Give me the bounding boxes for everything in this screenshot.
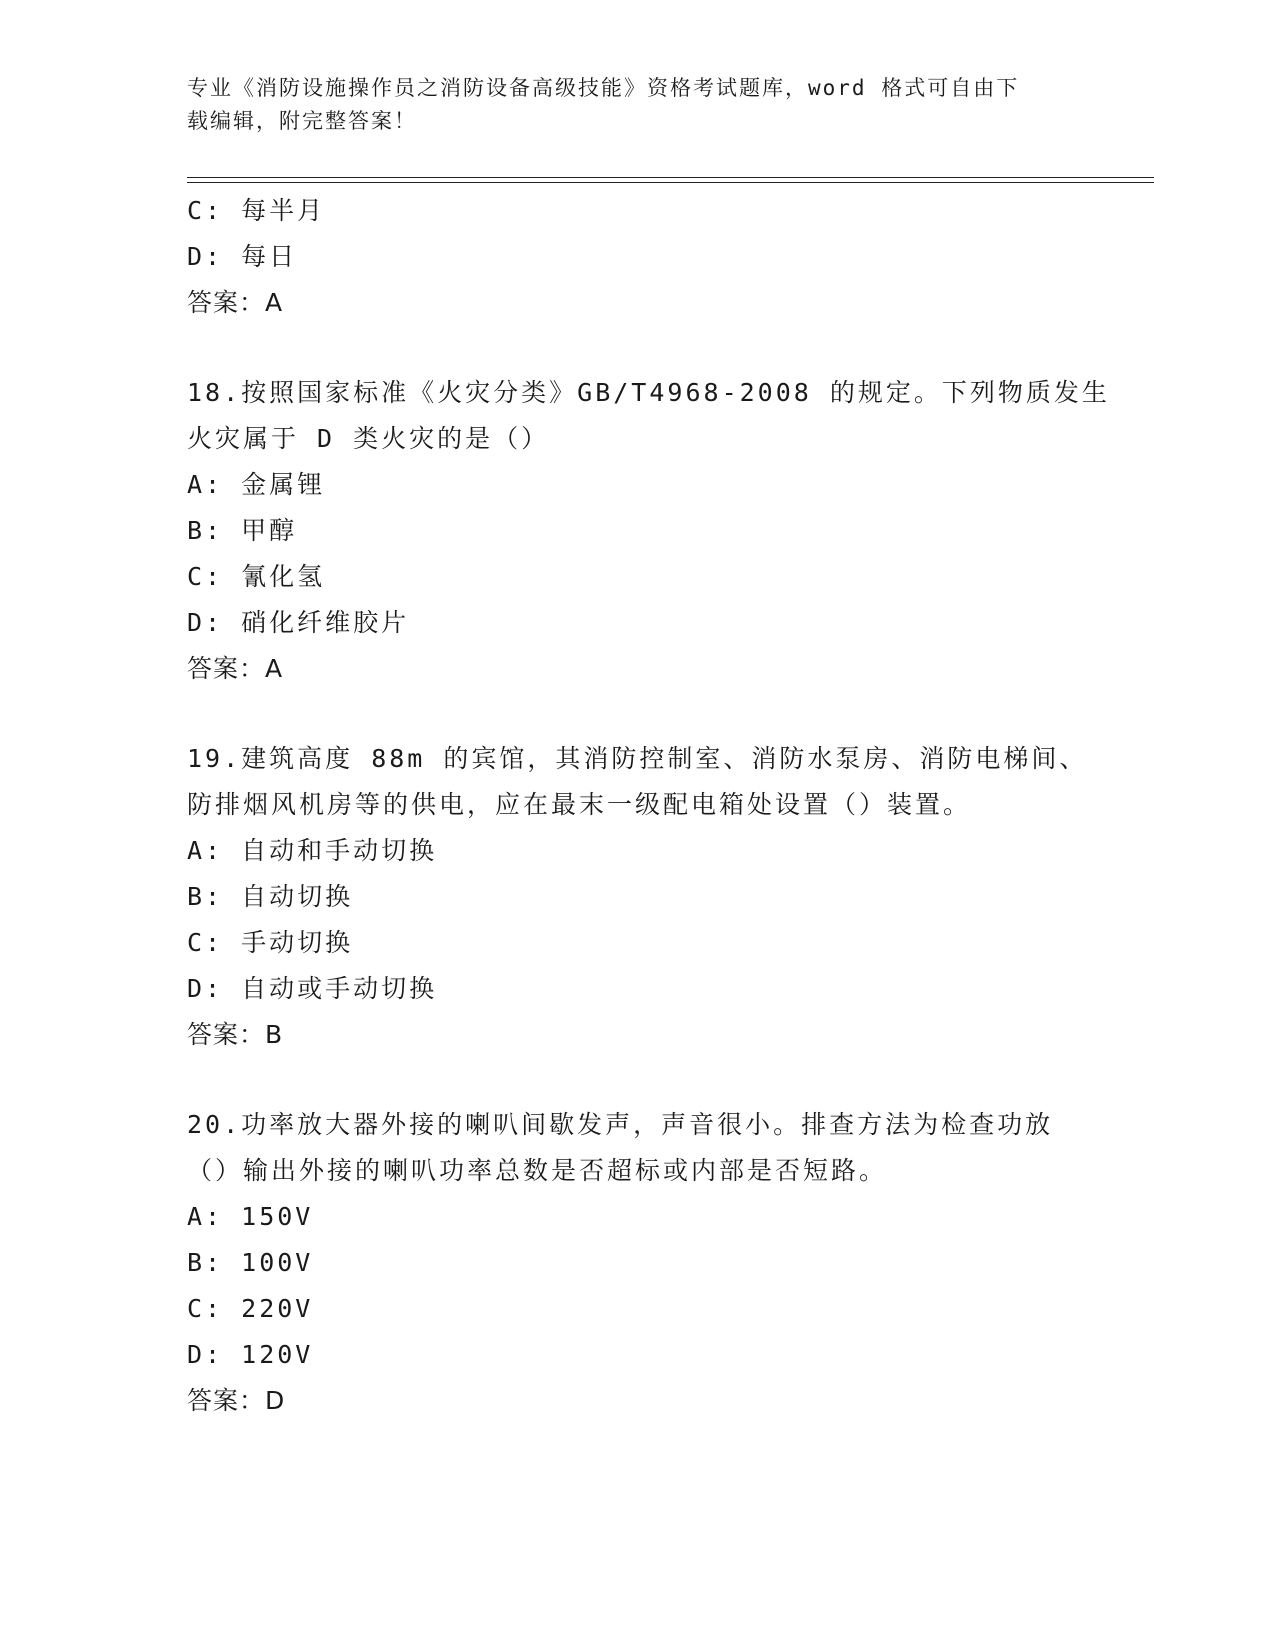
question-content <box>187 188 1110 1424</box>
option-c: C: 氰化氢 <box>187 562 326 591</box>
document-header <box>187 72 1067 138</box>
question-text-line-2: 火灾属于 D 类火灾的是（） <box>187 424 550 453</box>
header-rule-bottom <box>187 182 1154 183</box>
option-a: A: 金属锂 <box>187 470 326 499</box>
option-b: B: 甲醇 <box>187 516 298 545</box>
option-a: A: 自动和手动切换 <box>187 836 438 865</box>
answer-line: 答案：A <box>187 654 284 683</box>
option-a: A: 150V <box>187 1202 314 1231</box>
option-b: B: 自动切换 <box>187 882 354 911</box>
option-d: D: 120V <box>187 1340 314 1369</box>
option-c: C: 每半月 <box>187 196 326 225</box>
header-line-2: 载编辑，附完整答案！ <box>187 109 417 133</box>
option-d: D: 每日 <box>187 242 298 271</box>
question-text-line-1: 20.功率放大器外接的喇叭间歇发声，声音很小。排查方法为检查功放 <box>187 1110 1054 1139</box>
question-text-line-2: （）输出外接的喇叭功率总数是否超标或内部是否短路。 <box>187 1156 888 1185</box>
option-d: D: 自动或手动切换 <box>187 974 438 1003</box>
question-18 <box>187 370 1110 692</box>
option-d: D: 硝化纤维胶片 <box>187 608 410 637</box>
option-c: C: 220V <box>187 1294 314 1323</box>
option-b: B: 100V <box>187 1248 314 1277</box>
option-c: C: 手动切换 <box>187 928 354 957</box>
answer-line: 答案：D <box>187 1386 286 1415</box>
question-text-line-1: 18.按照国家标准《火灾分类》GB/T4968-2008 的规定。下列物质发生 <box>187 378 1110 407</box>
header-line-1: 专业《消防设施操作员之消防设备高级技能》资格考试题库，word 格式可自由下 <box>187 76 1020 100</box>
question-20 <box>187 1102 1067 1424</box>
question-text-line-2: 防排烟风机房等的供电，应在最末一级配电箱处设置（）装置。 <box>187 790 972 819</box>
previous-question-tail <box>187 188 1067 326</box>
answer-line: 答案：A <box>187 288 284 317</box>
question-text-line-1: 19.建筑高度 88m 的宾馆，其消防控制室、消防水泵房、消防电梯间、 <box>187 744 1088 773</box>
answer-line: 答案：B <box>187 1020 284 1049</box>
header-rule-top <box>187 177 1154 178</box>
question-19 <box>187 736 1088 1058</box>
